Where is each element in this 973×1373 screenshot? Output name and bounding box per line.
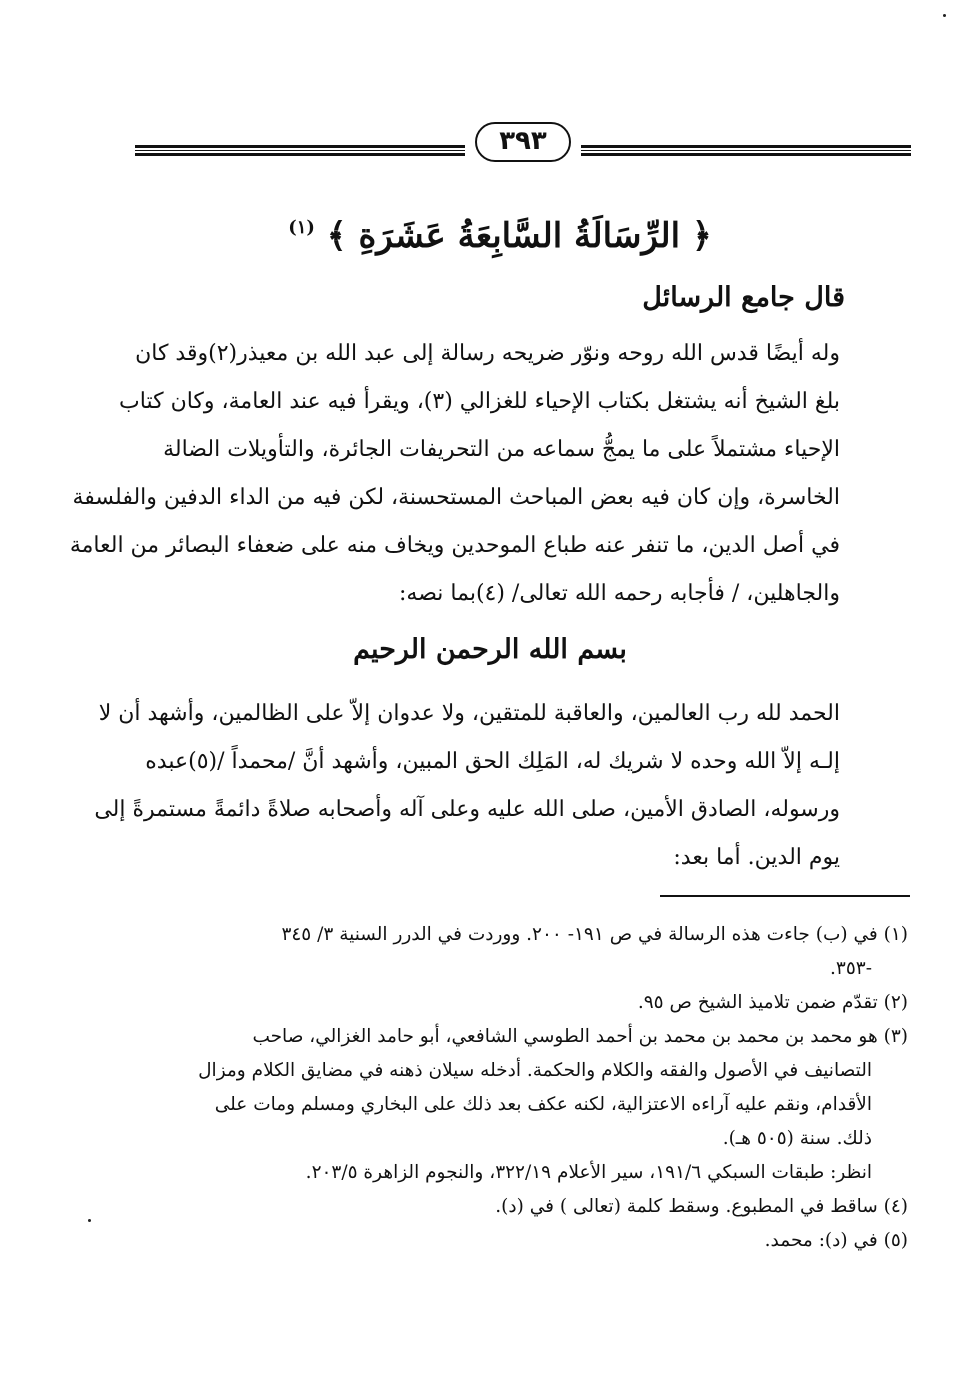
footnote-line: الأقدام، ونقم عليه آراءه الاعتزالية، لكنه عكف بعد ذلك على البخاري ومسلم ومات على xyxy=(214,1094,872,1115)
text-line: في أصل الدين، ما تنفر عنه طباع الموحدين ويخاف منه على ضعفاء البصائر من العامة xyxy=(69,533,840,558)
text-line: إلـه إلاّ الله وحده لا شريك له، المَلِك الحق المبين، وأشهد أنَّ /محمداً /(٥)عبده xyxy=(145,749,840,774)
scan-speck xyxy=(943,14,946,17)
letter-title xyxy=(100,200,900,264)
text-line: الإحياء مشتملاً على ما يمجُّ سماعه من التحريفات الجائرة، والتأويلات الضالة xyxy=(163,437,840,462)
text-line: الحمد لله رب العالمين، والعاقبة للمتقين، ولا عدوان إلاّ على الظالمين، وأشهد أن لا xyxy=(98,701,840,726)
footnote-line: (٢) تقدّم ضمن تلاميذ الشيخ ص ٩٥. xyxy=(637,992,908,1013)
title-footnote-ref: (١) xyxy=(288,217,315,238)
footnote-line: انظر: طبقات السبكي ١٩١/٦، سير الأعلام ٣٢٢/١٩، والنجوم الزاهرة ٢٠٣/٥. xyxy=(305,1162,872,1183)
text-line: وله أيضًا قدس الله روحه ونوّر ضريحه رسالة إلى عبد الله بن معيذر(٢)وقد كان xyxy=(135,341,840,366)
footnote-divider xyxy=(660,895,910,897)
footnote-line: (٥) في (د): محمد. xyxy=(764,1230,908,1251)
text-line: ورسوله، الصادق الأمين، صلى الله عليه وعلى آله وأصحابه صلاةً دائمةً مستمرةً إلى xyxy=(94,797,840,822)
text-line: والجاهلين، / فأجابه رحمه الله تعالى/ (٤)بما نصه: xyxy=(399,581,840,606)
footnote-line: -٣٥٣. xyxy=(830,958,872,979)
page-header xyxy=(135,118,911,166)
footnote-line: (١) في (ب) جاءت هذه الرسالة في ص ١٩١- ٢٠٠. ووردت في الدرر السنية ٣/ ٣٤٥ xyxy=(281,924,908,945)
footnote-line: (٤) ساقط في المطبوع. وسقط كلمة (تعالى ) في (د). xyxy=(495,1196,908,1217)
text-line: الخاسرة، وإن كان فيه بعض المباحث المستحسنة، لكن فيه من الداء الدفين والفلسفة xyxy=(72,485,840,510)
section-heading: قال جامع الرسائل xyxy=(642,282,845,313)
letter-title-text: ﴿ الرِّسَالَةُ السَّابِعَةُ عَشَرَةِ ﴾ xyxy=(326,216,712,256)
letter-paragraph xyxy=(94,690,840,882)
scan-speck xyxy=(88,1219,91,1222)
header-rule-right xyxy=(581,145,911,156)
text-line: يوم الدين. أما بعد: xyxy=(673,845,840,870)
footnote-line: (٣) هو محمد بن محمد بن محمد بن أحمد الطوسي الشافعي، أبو حامد الغزالي، صاحب xyxy=(252,1026,908,1047)
basmala-heading: بسم الله الرحمن الرحيم xyxy=(353,634,627,665)
footnotes xyxy=(140,918,908,1258)
page-number: ٣٩٣ xyxy=(475,122,571,162)
footnote-line: التصانيف في الأصول والفقه والكلام والحكمة. أدخله سيلان ذهنه في مضايق الكلام ومزال xyxy=(198,1060,872,1081)
footnote-line: ذلك. سنة (٥٠٥ هـ). xyxy=(722,1128,872,1149)
intro-paragraph xyxy=(69,330,840,618)
header-rule-left xyxy=(135,145,465,156)
text-line: بلغ الشيخ أنه يشتغل بكتاب الإحياء للغزالي (٣)، ويقرأ فيه عند العامة، وكان كتاب xyxy=(119,389,840,414)
